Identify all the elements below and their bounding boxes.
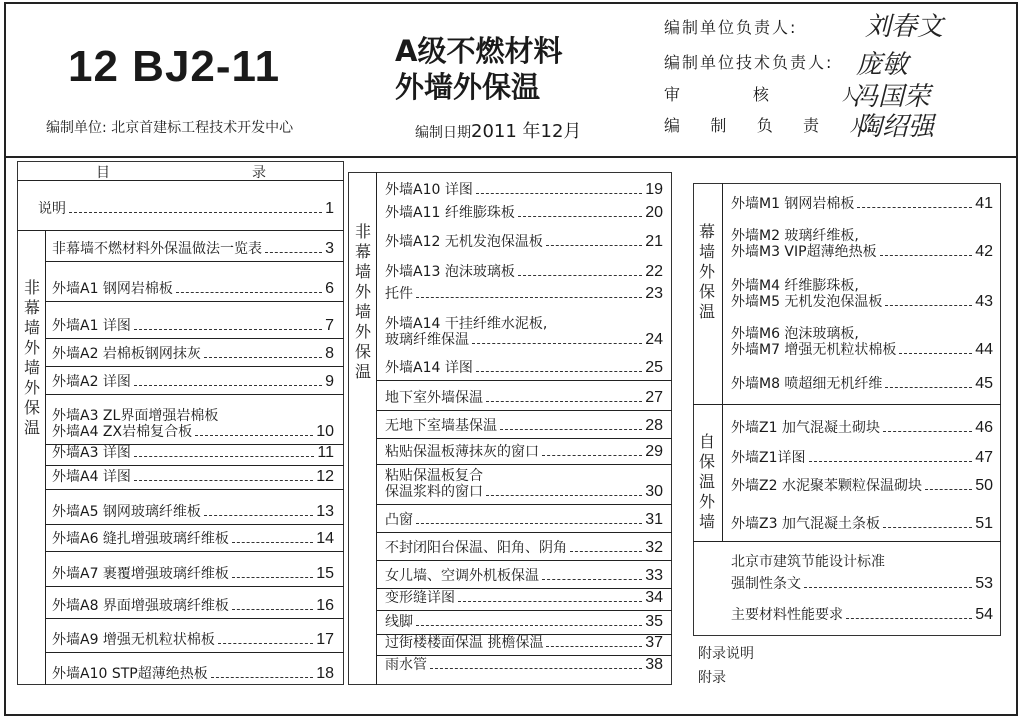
leader-dots: [899, 352, 972, 354]
leader-dots: [265, 251, 322, 253]
toc-entry-page: 10: [316, 423, 334, 440]
compile-date-value: 2011 年12月: [471, 121, 582, 142]
toc-entry-label: 凸窗: [385, 512, 413, 528]
title-line1: A级不燃材料: [395, 34, 563, 68]
toc-entry-label-line1: 粘贴保温板复合: [385, 468, 483, 484]
leader-dots: [416, 296, 642, 298]
toc-entry-page: 51: [975, 515, 993, 532]
toc-entry-label: 过街楼楼面保温 挑檐保温: [385, 635, 544, 651]
toc-entry-page: 42: [975, 243, 993, 260]
signature-3: 冯国荣: [852, 82, 931, 112]
intro-divider: [17, 230, 344, 231]
toc-entry-label: 保温浆料的窗口: [385, 484, 483, 500]
group-label-curtain: 幕墙外保温: [698, 222, 715, 321]
toc-entry-page: 50: [975, 477, 993, 494]
leader-dots: [134, 455, 314, 457]
leader-dots: [476, 370, 642, 372]
toc-entry[interactable]: [731, 196, 993, 212]
toc-entry[interactable]: [385, 484, 663, 500]
toc-entry-label: 外墙A8 界面增强玻璃纤维板: [52, 598, 229, 614]
toc-entry-page: 7: [325, 317, 334, 334]
leader-dots: [542, 454, 642, 456]
toc-entry-page: 31: [645, 511, 663, 528]
toc-entry-page: 44: [975, 341, 993, 358]
toc-entry-page: 37: [645, 634, 663, 651]
toc-entry-page: 3: [325, 240, 334, 257]
resp-role-2: 编制单位技术负责人:: [664, 53, 834, 72]
leader-dots: [570, 550, 642, 552]
toc-entry-label: 变形缝详图: [385, 590, 455, 606]
entry-divider: [376, 560, 672, 561]
toc-entry[interactable]: [38, 201, 334, 217]
toc-entry-label: 非幕墙不燃材料外保温做法一览表: [52, 241, 262, 257]
leader-dots: [925, 488, 972, 490]
toc-entry[interactable]: [385, 360, 663, 376]
entry-divider: [45, 551, 344, 552]
leader-dots: [232, 608, 313, 610]
toc-entry[interactable]: [385, 264, 663, 280]
toc-entry-page: 47: [975, 449, 993, 466]
leader-dots: [518, 215, 642, 217]
leader-dots: [232, 541, 313, 543]
toc-entry-page: 30: [645, 483, 663, 500]
toc-entry-page: 20: [645, 204, 663, 221]
toc-entry[interactable]: [52, 566, 334, 582]
toc-entry-page: 11: [317, 444, 334, 461]
group-label-non-curtain: 非幕墙外墙外保温: [23, 278, 40, 437]
toc-entry-page: 29: [645, 443, 663, 460]
leader-dots: [883, 430, 972, 432]
toc-entry-page: 45: [975, 375, 993, 392]
toc-entry-page: 14: [316, 530, 334, 547]
toc-entry[interactable]: [52, 424, 334, 440]
toc-entry[interactable]: [731, 516, 993, 532]
toc-entry-label: 外墙A13 泡沫玻璃板: [385, 264, 515, 280]
toc-entry-label: 主要材料性能要求: [731, 607, 843, 623]
toc-entry[interactable]: [52, 346, 334, 362]
toc-entry[interactable]: [731, 450, 993, 466]
toc-entry-label-line1: 外墙M6 泡沫玻璃板,: [731, 326, 859, 342]
leader-dots: [134, 479, 313, 481]
resp-role-1: 编制单位负责人:: [664, 18, 798, 37]
signature-4: 陶绍强: [856, 112, 935, 142]
toc-entry-page: 24: [645, 331, 663, 348]
entry-divider: [376, 588, 672, 589]
leader-dots: [176, 291, 322, 293]
toc-entry-label: 外墙A9 增强无机粒状棉板: [52, 632, 215, 648]
toc-entry[interactable]: [52, 531, 334, 547]
leader-dots: [195, 434, 313, 436]
toc-entry[interactable]: [385, 444, 663, 460]
leader-dots: [458, 600, 642, 602]
toc-entry-page: 25: [645, 359, 663, 376]
toc-entry-label: 雨水管: [385, 657, 427, 673]
toc-entry-label: 外墙A2 岩棉板钢网抹灰: [52, 346, 201, 362]
toc-entry[interactable]: [52, 504, 334, 520]
appendix[interactable]: 附录: [698, 670, 726, 686]
toc-entry-page: 46: [975, 419, 993, 436]
toc-entry[interactable]: [52, 374, 334, 390]
toc-entry-label: 外墙A7 裹覆增强玻璃纤维板: [52, 566, 229, 582]
toc-entry-label: 外墙M7 增强无机粒状棉板: [731, 342, 897, 358]
toc-entry-page: 23: [645, 285, 663, 302]
toc-entry-label: 外墙A14 详图: [385, 360, 473, 376]
toc-entry-label: 外墙M3 VIP超薄绝热板: [731, 244, 877, 260]
toc-entry-label: 外墙Z1详图: [731, 450, 806, 466]
leader-dots: [518, 274, 642, 276]
entry-divider: [376, 532, 672, 533]
toc-entry-label: 地下室外墙保温: [385, 390, 483, 406]
toc-entry-page: 1: [325, 200, 334, 217]
group-divider-3b: [693, 541, 1001, 542]
group-label-non-curtain-2: 非幕墙外墙外保温: [354, 222, 371, 381]
toc-entry-label: 外墙M1 钢网岩棉板: [731, 196, 855, 212]
toc-entry[interactable]: [52, 632, 334, 648]
toc-entry[interactable]: [731, 294, 993, 310]
resp-role-4: 编 制 负 责 人:: [664, 116, 875, 135]
entry-divider: [45, 524, 344, 525]
toc-entry-page: 54: [975, 606, 993, 623]
compiling-unit-label: 编制单位:: [46, 120, 107, 136]
entry-divider: [45, 366, 344, 367]
toc-entry-label: 外墙A12 无机发泡保温板: [385, 234, 543, 250]
entry-divider: [45, 261, 344, 262]
leader-dots: [430, 667, 642, 669]
toc-entry[interactable]: [52, 241, 334, 257]
toc-entry-label: 外墙Z2 水泥聚苯颗粒保温砌块: [731, 478, 922, 494]
compile-date-label: 编制日期: [415, 125, 471, 141]
toc-entry-label: 不封闭阳台保温、阳角、阴角: [385, 540, 567, 556]
entry-divider: [376, 504, 672, 505]
toc-entry[interactable]: [731, 607, 993, 623]
toc-entry[interactable]: [385, 332, 663, 348]
leader-dots: [232, 576, 313, 578]
toc-entry[interactable]: [52, 666, 334, 682]
atlas-code: 12 BJ2-11: [68, 42, 281, 91]
toc-entry[interactable]: [385, 390, 663, 406]
leader-dots: [846, 617, 972, 619]
leader-dots: [416, 522, 642, 524]
toc-entry-label: 外墙M8 喷超细无机纤维: [731, 376, 883, 392]
toc-entry-label: 外墙A3 详图: [52, 445, 131, 461]
toc-entry-page: 53: [975, 575, 993, 592]
toc-entry-label: 粘贴保温板薄抹灰的窗口: [385, 444, 539, 460]
signature-2: 庞敏: [856, 50, 909, 80]
entry-divider: [376, 410, 672, 411]
compiling-unit: [46, 117, 293, 137]
leader-dots: [885, 304, 972, 306]
toc-entry-label: 外墙A10 STP超薄绝热板: [52, 666, 208, 682]
leader-dots: [416, 624, 642, 626]
signature-1: 刘春文: [865, 12, 944, 42]
toc-entry-label: 外墙A6 缝扎增强玻璃纤维板: [52, 531, 229, 547]
entry-divider: [376, 610, 672, 611]
toc-entry-page: 22: [645, 263, 663, 280]
entry-divider: [376, 438, 672, 439]
toc-entry-page: 35: [645, 613, 663, 630]
toc-entry-page: 33: [645, 567, 663, 584]
leader-dots: [211, 676, 313, 678]
entry-divider: [45, 338, 344, 339]
toc-entry-label: 线脚: [385, 614, 413, 630]
entry-divider: [45, 301, 344, 302]
toc-entry-page: 8: [325, 345, 334, 362]
toc-entry-label: 托件: [385, 286, 413, 302]
toc-entry-page: 21: [645, 233, 663, 250]
toc-entry-page: 32: [645, 539, 663, 556]
toc-entry-label: 外墙A2 详图: [52, 374, 131, 390]
toc-entry[interactable]: [385, 205, 663, 221]
toc-entry-label: 外墙A10 详图: [385, 182, 473, 198]
entry-divider: [45, 618, 344, 619]
toc-entry-page: 18: [316, 665, 334, 682]
leader-dots: [885, 386, 972, 388]
toc-entry[interactable]: [52, 445, 334, 461]
toc-entry-label: 女儿墙、空调外机板保温: [385, 568, 539, 584]
toc-entry-label: 外墙A5 钢网玻璃纤维板: [52, 504, 201, 520]
entry-divider: [45, 465, 344, 466]
toc-entry-label: 强制性条文: [731, 576, 801, 592]
entry-divider: [45, 394, 344, 395]
leader-dots: [546, 244, 642, 246]
toc-entry[interactable]: [731, 478, 993, 494]
toc-heading-divider: [17, 180, 344, 181]
toc-entry[interactable]: [385, 568, 663, 584]
toc-entry[interactable]: [52, 281, 334, 297]
leader-dots: [880, 254, 973, 256]
toc-entry-page: 13: [316, 503, 334, 520]
toc-entry[interactable]: [385, 286, 663, 302]
entry-divider: [45, 489, 344, 490]
resp-role-3: 审 核 人:: [664, 85, 868, 104]
title-line2: 外墙外保温: [395, 70, 541, 104]
leader-dots: [486, 400, 642, 402]
toc-entry-label: 说明: [38, 201, 66, 217]
toc-entry-page: 16: [316, 597, 334, 614]
toc-entry-page: 38: [645, 656, 663, 673]
toc-entry-label: 外墙A1 详图: [52, 318, 131, 334]
toc-entry-page: 17: [316, 631, 334, 648]
leader-dots: [472, 342, 642, 344]
entry-divider: [376, 655, 672, 656]
toc-entry[interactable]: [52, 318, 334, 334]
toc-entry-label: 外墙A11 纤维膨珠板: [385, 205, 515, 221]
compile-date: [415, 117, 581, 143]
group-divider-3a: [693, 404, 1001, 405]
toc-entry-label: 外墙Z1 加气混凝土砌块: [731, 420, 880, 436]
leader-dots: [69, 211, 322, 213]
group-label-self-insulating: 自保温外墙: [698, 432, 715, 531]
toc-entry-label-line1: 外墙M2 玻璃纤维板,: [731, 228, 859, 244]
leader-dots: [218, 642, 313, 644]
leader-dots: [204, 514, 313, 516]
toc-entry[interactable]: [385, 635, 663, 651]
toc-entry[interactable]: [385, 657, 663, 673]
entry-divider: [45, 586, 344, 587]
leader-dots: [804, 586, 972, 588]
toc-entry-label-line1: 外墙A3 ZL界面增强岩棉板: [52, 408, 219, 424]
group-label-divider: [45, 230, 46, 685]
toc-entry[interactable]: [731, 576, 993, 592]
toc-entry-page: 19: [645, 181, 663, 198]
toc-entry[interactable]: [731, 376, 993, 392]
leader-dots: [500, 428, 642, 430]
entry-divider: [45, 652, 344, 653]
leader-dots: [542, 578, 642, 580]
group-label-divider-3: [722, 183, 723, 541]
toc-entry[interactable]: [385, 590, 663, 606]
leader-dots: [857, 206, 972, 208]
toc-entry-label: 玻璃纤维保温: [385, 332, 469, 348]
toc-heading-right: 录: [252, 165, 266, 181]
toc-entry-label: 外墙M5 无机发泡保温板: [731, 294, 883, 310]
leader-dots: [134, 328, 322, 330]
appendix-note[interactable]: 附录说明: [698, 646, 754, 662]
toc-entry[interactable]: [731, 244, 993, 260]
compiling-unit-name: 北京首建标工程技术开发中心: [111, 120, 294, 136]
toc-entry-page: 28: [645, 417, 663, 434]
toc-entry-page: 43: [975, 293, 993, 310]
toc-entry[interactable]: [52, 469, 334, 485]
leader-dots: [486, 494, 642, 496]
toc-entry-page: 34: [645, 589, 663, 606]
toc-entry-label-line1: 外墙A14 干挂纤维水泥板,: [385, 316, 548, 332]
toc-entry-page: 27: [645, 389, 663, 406]
entry-divider: [376, 464, 672, 465]
toc-entry-page: 9: [325, 373, 334, 390]
toc-entry[interactable]: [731, 342, 993, 358]
toc-entry-label: 外墙A4 ZX岩棉复合板: [52, 424, 193, 440]
toc-entry-page: 41: [975, 195, 993, 212]
toc-entry-label: 外墙A4 详图: [52, 469, 131, 485]
toc-entry-page: 6: [325, 280, 334, 297]
leader-dots: [204, 356, 322, 358]
toc-entry[interactable]: [385, 234, 663, 250]
header-divider: [4, 156, 1018, 158]
toc-entry-label-line1: 外墙M4 纤维膨珠板,: [731, 278, 859, 294]
toc-heading-left: 目: [96, 165, 110, 181]
toc-entry[interactable]: [385, 182, 663, 198]
leader-dots: [476, 192, 642, 194]
toc-entry-page: 12: [316, 468, 334, 485]
toc-entry[interactable]: [385, 418, 663, 434]
toc-entry-label: 外墙Z3 加气混凝土条板: [731, 516, 880, 532]
toc-entry-label: 外墙A1 钢网岩棉板: [52, 281, 173, 297]
toc-entry[interactable]: [731, 420, 993, 436]
leader-dots: [809, 460, 973, 462]
group-label-divider-2: [376, 172, 377, 685]
toc-entry[interactable]: [52, 598, 334, 614]
leader-dots: [546, 645, 642, 647]
toc-entry[interactable]: [385, 540, 663, 556]
toc-entry-page: 15: [316, 565, 334, 582]
leader-dots: [134, 384, 322, 386]
toc-entry[interactable]: [385, 512, 663, 528]
entry-divider: [376, 380, 672, 381]
toc-entry[interactable]: [385, 614, 663, 630]
toc-entry-label-line1: 北京市建筑节能设计标准: [731, 554, 885, 570]
toc-entry-label: 无地下室墙基保温: [385, 418, 497, 434]
leader-dots: [883, 526, 972, 528]
